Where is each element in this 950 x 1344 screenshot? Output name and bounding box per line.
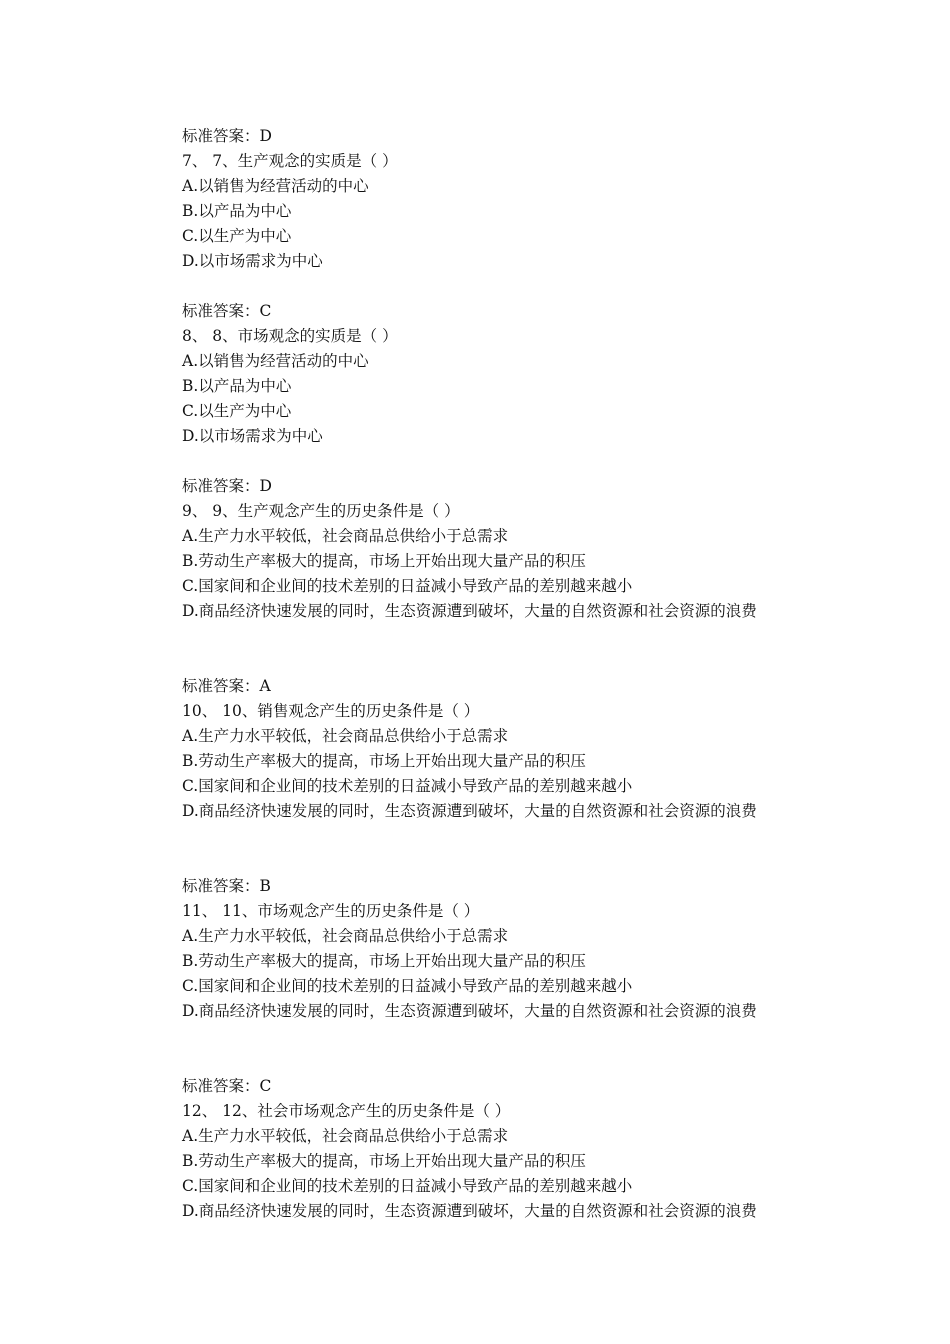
option-c: C.国家间和企业间的技术差别的日益减小导致产品的差别越来越小: [182, 577, 633, 595]
option-d: D.商品经济快速发展的同时，生态资源遭到破坏，大量的自然资源和社会资源的浪费: [182, 802, 757, 820]
question-line: 9、 9、生产观念产生的历史条件是（ ）: [182, 502, 460, 520]
option-b: B.劳动生产率极大的提高，市场上开始出现大量产品的积压: [182, 552, 586, 570]
option-c: C.国家间和企业间的技术差别的日益减小导致产品的差别越来越小: [182, 977, 633, 995]
document-body: [182, 124, 842, 1224]
option-a: A.生产力水平较低，社会商品总供给小于总需求: [182, 527, 509, 545]
answer-line: 标准答案：D: [182, 127, 272, 145]
option-a: A.生产力水平较低，社会商品总供给小于总需求: [182, 1127, 509, 1145]
answer-line: 标准答案：C: [182, 302, 272, 320]
option-a: A.生产力水平较低，社会商品总供给小于总需求: [182, 727, 509, 745]
option-c: C.国家间和企业间的技术差别的日益减小导致产品的差别越来越小: [182, 1177, 633, 1195]
option-a: A.以销售为经营活动的中心: [182, 352, 369, 370]
option-c: C.以生产为中心: [182, 227, 292, 245]
option-d: D.以市场需求为中心: [182, 427, 323, 445]
option-d: D.以市场需求为中心: [182, 252, 323, 270]
answer-line: 标准答案：D: [182, 477, 272, 495]
option-b: B.劳动生产率极大的提高，市场上开始出现大量产品的积压: [182, 952, 586, 970]
option-d: D.商品经济快速发展的同时，生态资源遭到破坏，大量的自然资源和社会资源的浪费: [182, 602, 757, 620]
question-line: 12、 12、社会市场观念产生的历史条件是（ ）: [182, 1102, 511, 1120]
answer-line: 标准答案：A: [182, 677, 271, 695]
option-a: A.生产力水平较低，社会商品总供给小于总需求: [182, 927, 509, 945]
spacer: [182, 274, 842, 299]
answer-line: 标准答案：C: [182, 1077, 272, 1095]
option-a: A.以销售为经营活动的中心: [182, 177, 369, 195]
question-line: 11、 11、市场观念产生的历史条件是（ ）: [182, 902, 480, 920]
question-line: 8、 8、市场观念的实质是（ ）: [182, 327, 398, 345]
spacer: [182, 824, 842, 874]
answer-line: 标准答案：B: [182, 877, 271, 895]
spacer: [182, 624, 842, 674]
option-c: C.以生产为中心: [182, 402, 292, 420]
option-c: C.国家间和企业间的技术差别的日益减小导致产品的差别越来越小: [182, 777, 633, 795]
spacer: [182, 1024, 842, 1074]
option-b: B.劳动生产率极大的提高，市场上开始出现大量产品的积压: [182, 752, 586, 770]
option-b: B.以产品为中心: [182, 377, 292, 395]
spacer: [182, 449, 842, 474]
question-line: 7、 7、生产观念的实质是（ ）: [182, 152, 398, 170]
option-b: B.劳动生产率极大的提高，市场上开始出现大量产品的积压: [182, 1152, 586, 1170]
question-line: 10、 10、销售观念产生的历史条件是（ ）: [182, 702, 480, 720]
option-d: D.商品经济快速发展的同时，生态资源遭到破坏，大量的自然资源和社会资源的浪费: [182, 1002, 757, 1020]
option-b: B.以产品为中心: [182, 202, 292, 220]
option-d: D.商品经济快速发展的同时，生态资源遭到破坏，大量的自然资源和社会资源的浪费: [182, 1202, 757, 1220]
